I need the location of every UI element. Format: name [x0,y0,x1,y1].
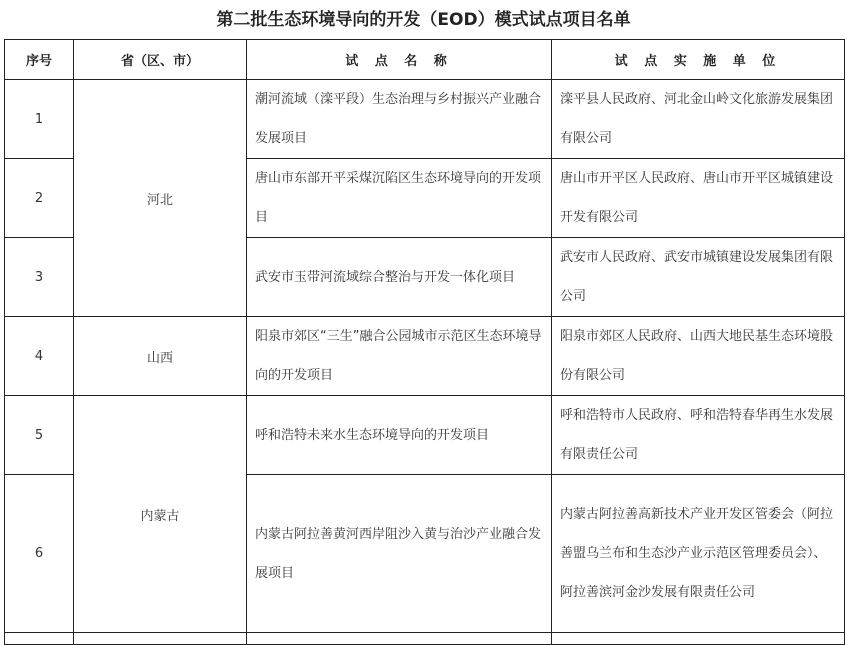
project-name: 阳泉市郊区“三生”融合公园城市示范区生态环境导向的开发项目 [247,317,552,396]
implementing-unit: 武安市人民政府、武安市城镇建设发展集团有限公司 [552,238,845,317]
empty-cell [247,633,552,645]
empty-cell [552,633,845,645]
province-cell: 山西 [74,317,247,396]
page-title: 第二批生态环境导向的开发（EOD）模式试点项目名单 [216,10,631,30]
project-name: 武安市玉带河流域综合整治与开发一体化项目 [247,238,552,317]
empty-cell [5,633,74,645]
header-province: 省（区、市） [74,40,247,80]
implementing-unit: 滦平县人民政府、河北金山岭文化旅游发展集团有限公司 [552,80,845,159]
row-number: 5 [5,396,74,475]
implementing-unit: 内蒙古阿拉善高新技术产业开发区管委会（阿拉善盟乌兰布和生态沙产业示范区管理委员会）、阿拉善滨河金沙发展有限责任公司 [552,475,845,633]
row-number: 4 [5,317,74,396]
project-name: 潮河流域（滦平段）生态治理与乡村振兴产业融合发展项目 [247,80,552,159]
table-row-partial [5,633,845,645]
header-number: 序号 [5,40,74,80]
project-name: 内蒙古阿拉善黄河西岸阻沙入黄与治沙产业融合发展项目 [247,475,552,633]
project-name: 呼和浩特未来水生态环境导向的开发项目 [247,396,552,475]
row-number: 6 [5,475,74,633]
table-header-row [5,40,845,80]
implementing-unit: 阳泉市郊区人民政府、山西大地民基生态环境股份有限公司 [552,317,845,396]
province-cell: 河北 [74,80,247,317]
header-project-name: 试 点 名 称 [247,40,552,80]
project-name: 唐山市东部开平采煤沉陷区生态环境导向的开发项目 [247,159,552,238]
table-row [5,317,845,396]
row-number: 2 [5,159,74,238]
pilot-projects-table [4,39,845,645]
empty-cell [74,633,247,645]
table-row [5,396,845,475]
header-implementing-unit: 试 点 实 施 单 位 [552,40,845,80]
row-number: 1 [5,80,74,159]
row-number: 3 [5,238,74,317]
implementing-unit: 唐山市开平区人民政府、唐山市开平区城镇建设开发有限公司 [552,159,845,238]
table-row [5,80,845,159]
implementing-unit: 呼和浩特市人民政府、呼和浩特春华再生水发展有限责任公司 [552,396,845,475]
province-cell: 内蒙古 [74,396,247,633]
